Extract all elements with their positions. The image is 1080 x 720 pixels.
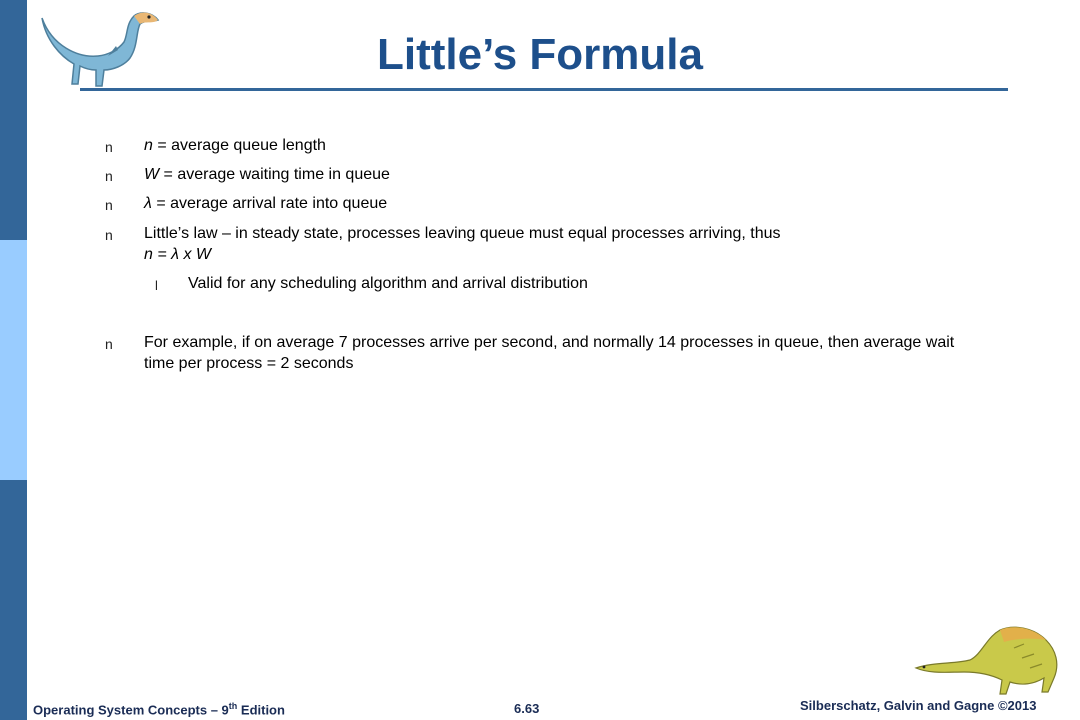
page-number: 6.63 [514,701,540,716]
bullet-text: = average arrival rate into queue [151,195,388,212]
bullet-marker: n [105,197,113,213]
title-divider [80,88,1008,91]
variable-n: n [144,137,153,154]
bullet-arrival-rate [144,195,387,213]
bullet-example-cont: time per process = 2 seconds [144,355,354,372]
variable-w: W [144,166,160,183]
bullet-marker: n [105,168,113,184]
bullet-example: For example, if on average 7 processes arrive per second, and normally 14 processes in queue, then average wait [144,334,955,351]
bullet-marker: n [105,336,113,352]
bullet-text: = average waiting time in queue [159,166,390,183]
bullet-littles-law: Little’s law – in steady state, processes leaving queue must equal processes arriving, thus [144,225,781,242]
variable-lambda: λ [144,195,152,212]
formula [144,246,211,264]
footer-book-name: Operating System Concepts – 9 [33,702,229,718]
dinosaur-icon [914,618,1064,698]
slide-title: Little’s Formula [377,30,703,79]
left-bar-bottom [0,480,27,720]
left-bar-middle [0,240,27,480]
sub-bullet-valid: Valid for any scheduling algorithm and arrival distribution [188,275,588,292]
footer-book-title [33,701,285,717]
sub-bullet-marker: l [155,278,158,293]
bullet-text: = average queue length [152,137,326,154]
bullet-marker: n [105,227,113,243]
footer-edition: Edition [237,702,285,718]
bullet-waiting-time [144,166,390,184]
footer-edition-sup: th [228,701,238,711]
formula-text: n = λ x W [144,246,211,263]
footer-authors: Silberschatz, Galvin and Gagne ©2013 [800,698,1037,713]
bullet-queue-length [144,137,326,155]
bullet-marker: n [105,139,113,155]
